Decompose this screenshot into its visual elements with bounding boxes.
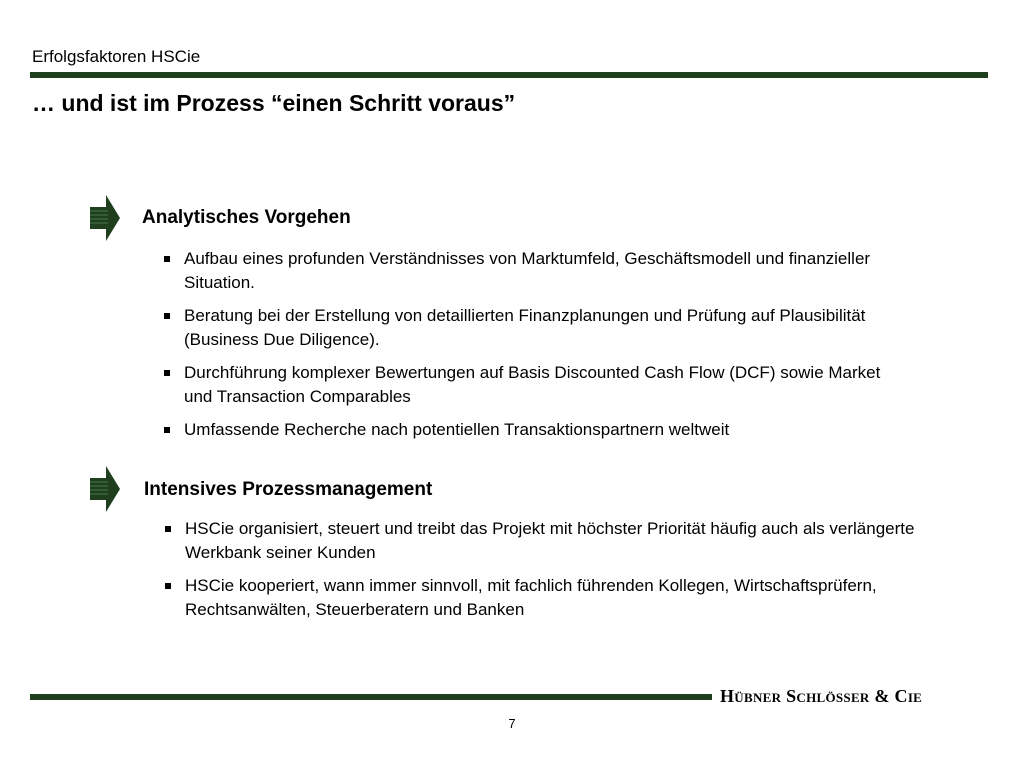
list-item: Durchführung komplexer Bewertungen auf Basis Discounted Cash Flow (DCF) sowie Market und Transaction Comparables [164, 361, 904, 409]
list-item: HSCie organisiert, steuert und treibt das Projekt mit höchster Priorität häufig auch als verlängerte Werkbank seiner Kunden [165, 517, 915, 565]
slide-title: … und ist im Prozess “einen Schritt voraus” [32, 90, 516, 116]
company-name: Hübner Schlösser & Cie [720, 686, 923, 706]
section-heading: Intensives Prozessmanagement [144, 479, 433, 500]
arrow-right-icon [90, 195, 120, 241]
top-rule [30, 72, 988, 78]
bullet-list [165, 517, 915, 631]
page-number: 7 [508, 716, 516, 731]
bottom-rule [30, 694, 712, 700]
list-item: Beratung bei der Erstellung von detaillierten Finanzplanungen und Prüfung auf Plausibilität (Business Due Diligence). [164, 304, 904, 352]
arrow-right-icon [90, 466, 120, 512]
list-item: HSCie kooperiert, wann immer sinnvoll, mit fachlich führenden Kollegen, Wirtschaftsprüfern, Rechtsanwälten, Steuerberatern und Banken [165, 574, 915, 622]
header-label: Erfolgsfaktoren HSCie [32, 47, 201, 66]
list-item: Umfassende Recherche nach potentiellen Transaktionspartnern weltweit [164, 418, 904, 442]
bullet-list [164, 247, 904, 451]
list-item: Aufbau eines profunden Verständnisses von Marktumfeld, Geschäftsmodell und finanzieller Situation. [164, 247, 904, 295]
section-heading: Analytisches Vorgehen [142, 207, 351, 228]
